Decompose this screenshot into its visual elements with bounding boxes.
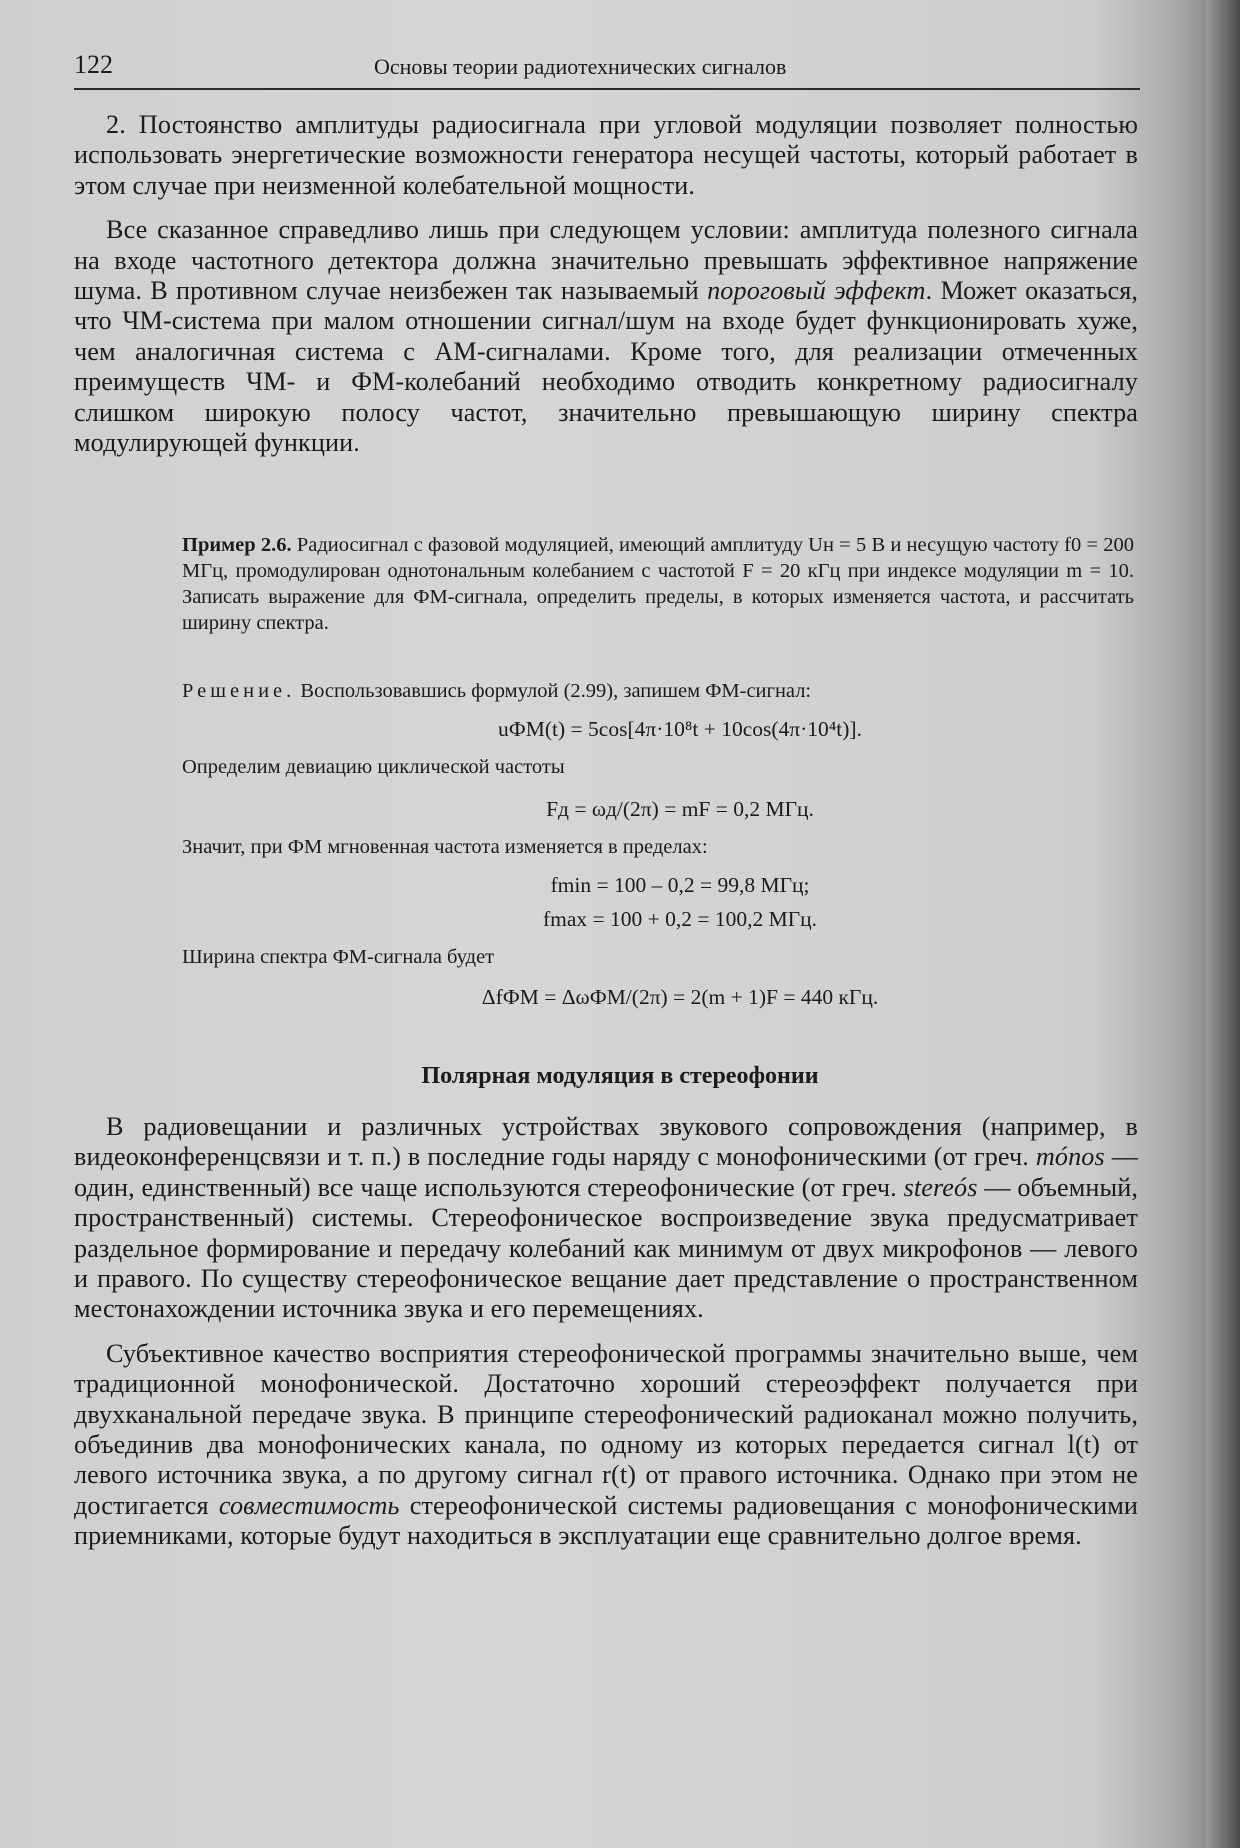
paragraph-2-italic: пороговый эффект (707, 276, 926, 306)
paragraph-2 (74, 215, 1138, 458)
sp2-italic: совместимость (218, 1490, 400, 1520)
section-title: Полярная модуляция в стереофонии (421, 1063, 819, 1089)
solution-line-4: Ширина спектра ФМ-сигнала будет (182, 946, 495, 968)
sp1-italic-1: mónos (1035, 1142, 1105, 1172)
section-paragraph-2 (74, 1339, 1138, 1552)
example-text: Радиосигнал с фазовой модуляцией, имеющий амплитуду Uн = 5 В и несущую частоту f0 = 200 МГц, промодулирован однотональным колебанием с частотой F = 20 кГц при индексе модуляции m = 10. Записать выражение для ФМ-сигнала, определить пределы, в которых изменяется частота, и рассчитать ширину спектра. (182, 534, 1134, 634)
solution-intro-text: Воспользовавшись формулой (2.99), запишем ФМ-сигнал: (295, 680, 812, 702)
sp1-c: — объемный, пространственный) системы. Стереофоническое воспроизведение звука предусматривает раздельное формирование и передачу колебаний как минимум от двух микрофонов — левого и правого. По существу стереофоническое вещание дает представление о пространственном местонахождении источника звука и его перемещениях. (74, 1172, 1138, 1324)
intro-text (74, 110, 1138, 458)
formula-fmax: fmax = 100 + 0,2 = 100,2 МГц. (542, 907, 818, 931)
solution-line-2: Определим девиацию циклической частоты (182, 756, 565, 778)
solution-label: Решение. (182, 680, 296, 702)
sp1-italic-2: stereós (903, 1172, 978, 1202)
running-title: Основы теории радиотехнических сигналов (374, 54, 787, 79)
formula-fm-signal: uФМ(t) = 5cos[4π·10⁸t + 10cos(4π·10⁴t)]. (498, 717, 862, 741)
sp1-b: — один, единственный) все чаще используются стереофонические (от греч. (74, 1142, 1139, 1202)
example-label: Пример 2.6. (182, 534, 292, 556)
sp2-a: Субъективное качество восприятия стереофонической программы значительно выше, чем традиционной монофонической. Достаточно хороший стереоэффект получается при двухканальной передаче звука. В принципе стереофонический радиоканал можно получить, объединив два монофонических канала, по одному из которых передается сигнал l(t) от левого источника звука, а по другому сигнал r(t) от правого источника. Однако при этом не достигается (74, 1338, 1138, 1520)
paragraph-1: 2. Постоянство амплитуды радиосигнала при угловой модуляции позволяет полностью использовать энергетические возможности генератора несущей частоты, который работает в этом случае при неизменной колебательной мощности. (74, 110, 1138, 200)
solution-intro (182, 678, 1134, 704)
solution-line-3: Значит, при ФМ мгновенная частота изменяется в пределах: (182, 836, 708, 858)
paragraph-2-end: . Может оказаться, что ЧМ-система при малом отношении сигнал/шум на входе будет функционировать хуже, чем аналогичная система с АМ-сигналами. Кроме того, для реализации отмеченных преимуществ ЧМ- и ФМ-колебаний необходимо отводить конкретному радиосигналу слишком широкую полосу частот, значительно превышающую ширину спектра модулирующей функции. (74, 276, 1139, 458)
formula-bandwidth: ΔfФМ = ΔωФМ/(2π) = 2(m + 1)F = 440 кГц. (481, 985, 879, 1009)
sp2-b: стереофонической системы радиовещания с монофоническими приемниками, которые будут находиться в эксплуатации еще сравнительно долгое время. (74, 1490, 1138, 1551)
example-block (182, 532, 1134, 636)
sp1-a: В радиовещании и различных устройствах звукового сопровождения (например, в видеоконференцсвязи и т. п.) в последние годы наряду с монофоническими (от греч. (74, 1112, 1138, 1172)
page-header (74, 48, 1140, 90)
section-paragraph-1 (74, 1112, 1138, 1325)
page-number: 122 (74, 50, 113, 79)
section-text (74, 1112, 1138, 1552)
formula-deviation: Fд = ωд/(2π) = mF = 0,2 МГц. (546, 797, 814, 821)
paragraph-2-start: Все сказанное справедливо лишь при следующем условии: амплитуда полезного сигнала на входе частотного детектора должна значительно превышать эффективное напряжение шума. В противном случае неизбежен так называемый (74, 215, 1138, 306)
formula-fmin: fmin = 100 – 0,2 = 99,8 МГц; (550, 873, 810, 897)
